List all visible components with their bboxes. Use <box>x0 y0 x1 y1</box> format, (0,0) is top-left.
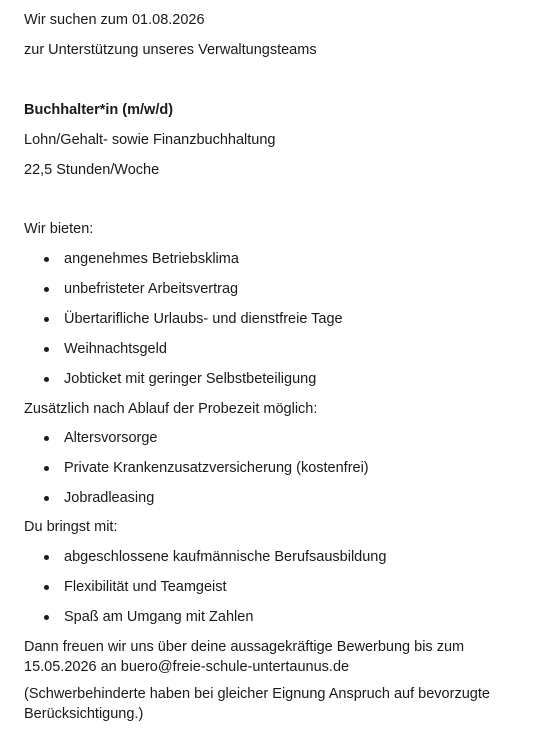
intro-date-line: Wir suchen zum 01.08.2026 <box>24 12 205 28</box>
list-item-text: Weihnachtsgeld <box>64 341 167 357</box>
list-item-text: Jobradleasing <box>64 490 155 506</box>
position-area: Lohn/Gehalt- sowie Finanzbuchhaltung <box>24 132 276 148</box>
bullet-icon <box>44 347 49 352</box>
list-item-text: Flexibilität und Teamgeist <box>64 579 227 595</box>
list-item-text: Jobticket mit geringer Selbstbeteiligung <box>64 371 317 387</box>
bullet-icon <box>44 436 49 441</box>
bullet-icon <box>44 317 49 322</box>
requirements-heading: Du bringst mit: <box>24 519 118 535</box>
after-probation-heading: Zusätzlich nach Ablauf der Probezeit möglich: <box>24 401 318 417</box>
bullet-icon <box>44 377 49 382</box>
bullet-icon <box>44 585 49 590</box>
list-item-text: unbefristeter Arbeitsvertrag <box>64 281 239 297</box>
position-title: Buchhalter*in (m/w/d) <box>24 102 174 118</box>
bullet-icon <box>44 466 49 471</box>
bullet-icon <box>44 257 49 262</box>
list-item-text: Altersvorsorge <box>64 430 158 446</box>
position-hours: 22,5 Stunden/Woche <box>24 162 160 178</box>
offer-heading: Wir bieten: <box>24 221 94 237</box>
list-item-text: Spaß am Umgang mit Zahlen <box>64 609 254 625</box>
bullet-icon <box>44 287 49 292</box>
intro-team-line: zur Unterstützung unseres Verwaltungsteams <box>24 42 317 58</box>
list-item-text: angenehmes Betriebsklima <box>64 251 239 267</box>
bullet-icon <box>44 496 49 501</box>
list-item-text: Private Krankenzusatzversicherung (kostenfrei) <box>64 460 369 476</box>
bullet-icon <box>44 555 49 560</box>
application-paragraph: Dann freuen wir uns über deine aussagekräftige Bewerbung bis zum 15.05.2026 an buero@freie-schule-untertaunus.de <box>24 639 465 675</box>
list-item-text: abgeschlossene kaufmännische Berufsausbildung <box>64 549 387 565</box>
list-item-text: Übertarifliche Urlaubs- und dienstfreie Tage <box>64 311 343 327</box>
disability-note: (Schwerbehinderte haben bei gleicher Eignung Anspruch auf bevorzugte Berücksichtigung.) <box>24 686 490 722</box>
bullet-icon <box>44 615 49 620</box>
